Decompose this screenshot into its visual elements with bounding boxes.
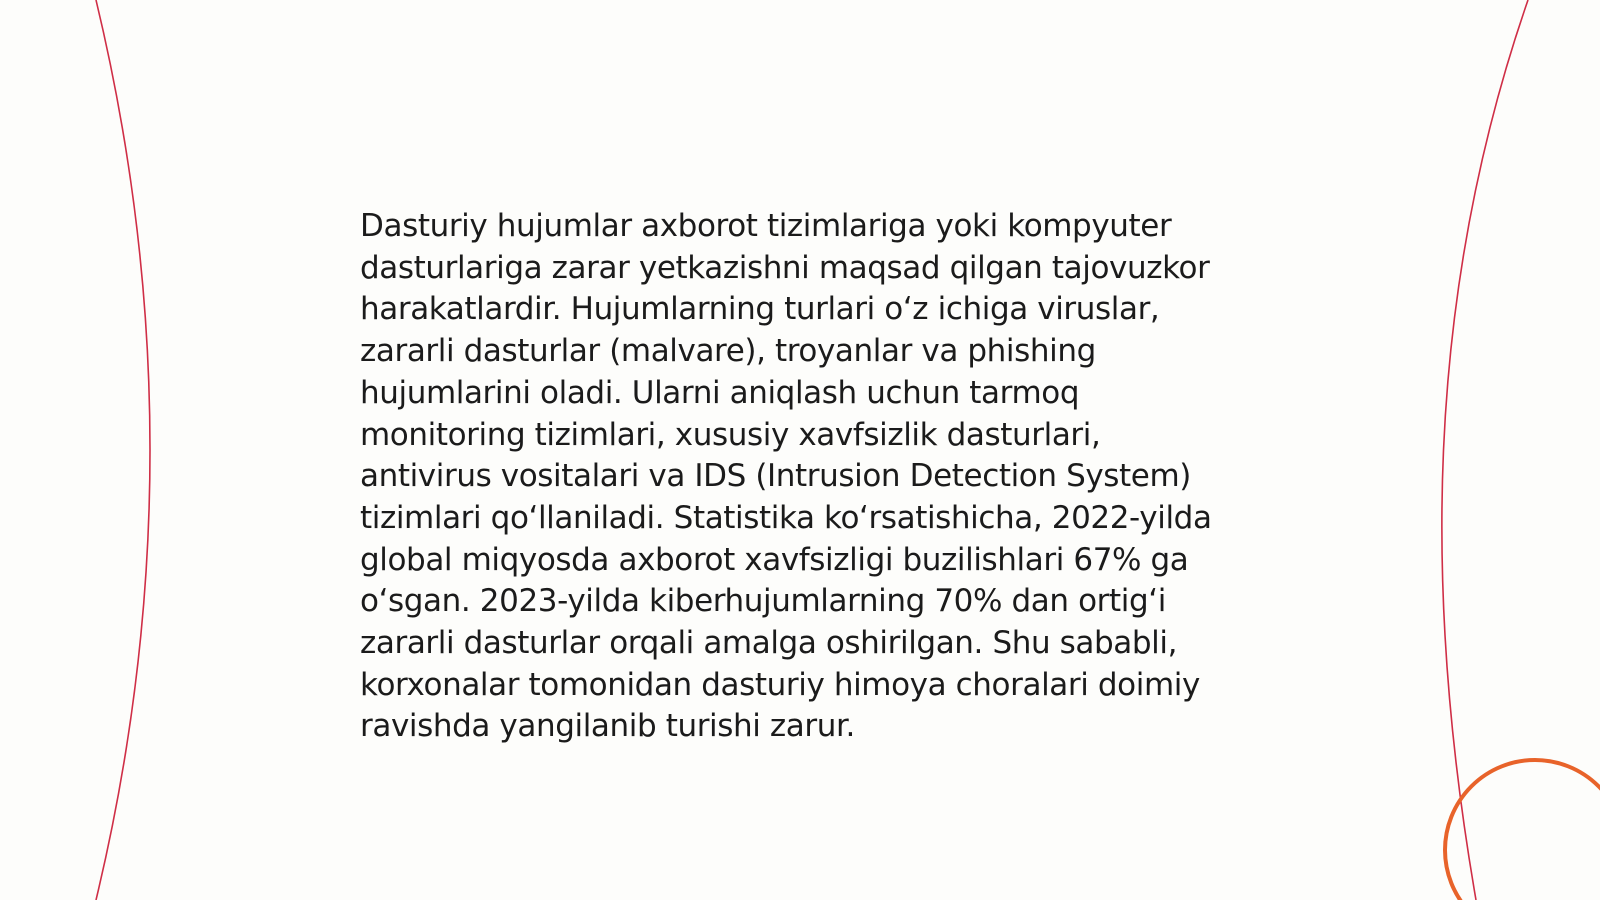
body-paragraph: Dasturiy hujumlar axborot tizimlariga yoki kompyuter dasturlariga zarar yetkazishni maqsad qilgan tajovuzkor harakatlardir. Hujumlarning turlari o‘z ichiga viruslar, zararli dasturlar (malvare), troyanlar va phishing hujumlarini oladi. Ularni aniqlash uchun tarmoq monitoring tizimlari, xususiy xavfsizlik dasturlari, antivirus vositalari va IDS (Intrusion Detection System) tizimlari qo‘llaniladi. Statistika ko‘rsatishicha, 2022-yilda global miqyosda axborot xavfsizligi buzilishlari 67% ga o‘sgan. 2023-yilda kiberhujumlarning 70% dan ortig‘i zararli dasturlar orqali amalga oshirilgan. Shu sababli, korxonalar tomonidan dasturiy himoya choralari doimiy ravishda yangilanib turishi zarur. (360, 208, 1212, 745)
right-curve-line (1442, 0, 1528, 900)
orange-accent-circle (1445, 760, 1600, 900)
left-curve-line (96, 0, 150, 900)
